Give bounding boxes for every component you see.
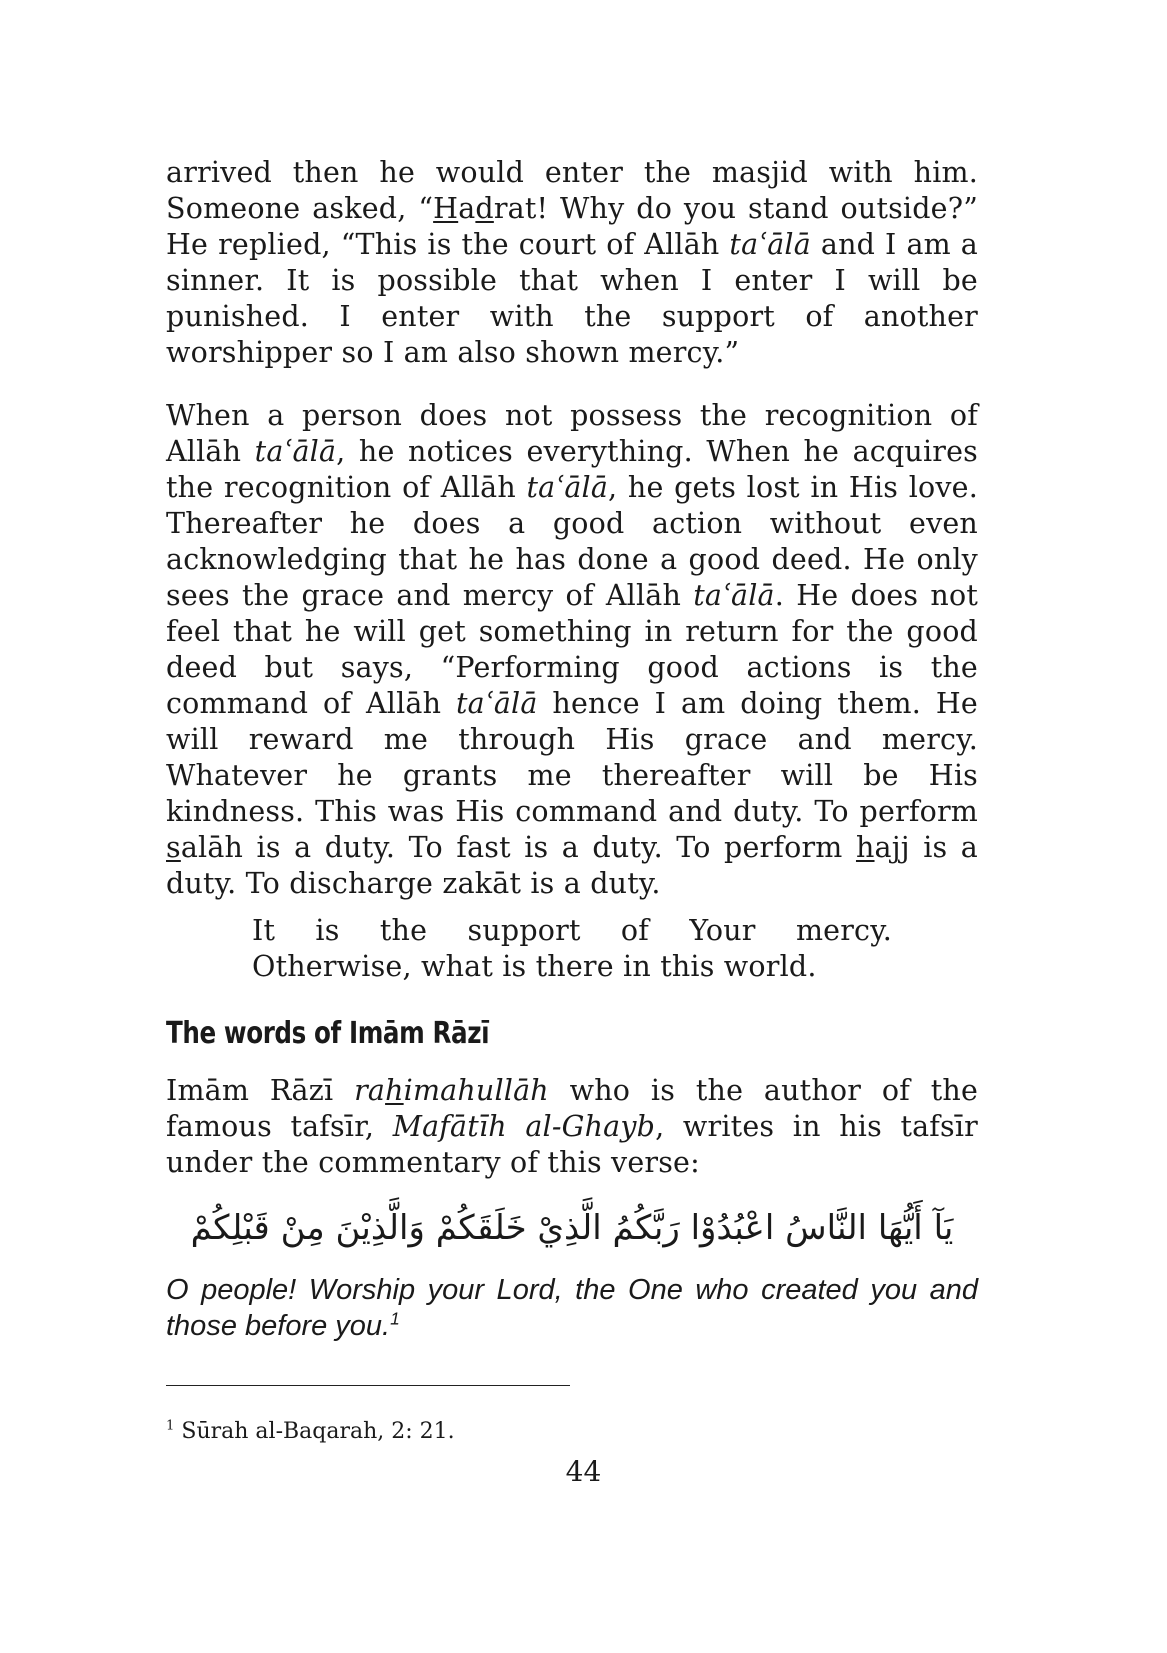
paragraph-imam-razi	[166, 1073, 978, 1181]
paragraph-text: Imām Rāzī	[166, 1074, 355, 1107]
italic-honorific: taʿālā	[526, 471, 609, 504]
paragraph-text: , writes in his tafsīr under the commentary of this verse:	[166, 1110, 979, 1179]
underlined-letter: h	[385, 1074, 404, 1107]
italic-honorific: taʿālā	[254, 435, 337, 468]
paragraph-text: . He does not feel that he will get something in return for the good deed but says, “Performing good actions is the command of Allāh	[166, 579, 978, 720]
paragraph-recognition	[166, 398, 978, 902]
paragraph-text: rat! Why do you stand outside?” He replied, “This is the court of Allāh	[166, 192, 978, 261]
italic-honorific: taʿālā	[693, 579, 775, 612]
paragraph-text: alāh is a duty. To fast is a duty. To perform	[180, 831, 856, 864]
paragraph-text: When a person does not possess the recognition of Allāh	[166, 399, 978, 468]
paragraph-text: , he notices everything. When he acquires the recognition of Allāh	[166, 435, 979, 504]
translation-text: O people! Worship your Lord, the One who created you and those before you.	[166, 1274, 978, 1342]
paragraph-text: who is the author of the famous tafsīr,	[166, 1074, 979, 1143]
footnote-number: 1	[166, 1418, 175, 1434]
italic-honorific: taʿālā	[729, 228, 811, 261]
arabic-quran-verse: يَآ أَيُّهَا النَّاسُ اعْبُدُوْا رَبَّكُمُ الَّذِيْ خَلَقَكُمْ وَالَّذِيْنَ مِنْ قَبْلِكُمْ	[190, 1208, 954, 1248]
paragraph-text: arrived then he would enter the masjid with him. Someone asked, “	[166, 156, 978, 225]
paragraph-text: ajj is a duty. To discharge zakāt is a duty.	[166, 831, 978, 900]
underlined-letter: d	[475, 192, 494, 225]
honorific-part: imahullāh	[403, 1074, 549, 1107]
honorific-part: ra	[354, 1074, 386, 1107]
paragraph-text: a	[458, 192, 476, 225]
book-title: Mafātīh al-Ghayb	[392, 1110, 656, 1143]
footnote-marker: 1	[390, 1308, 400, 1329]
footnote-text: Sūrah al-Baqarah, 2: 21.	[174, 1419, 455, 1444]
paragraph-text: , he gets lost in His love. Thereafter he does a good action without even acknowledging that he has done a good deed. He only sees the grace and mercy of Allāh	[166, 471, 978, 612]
section-heading: The words of Imām Rāzī	[166, 1016, 490, 1051]
underlined-letter: H	[433, 192, 459, 225]
footnote-divider	[166, 1385, 570, 1386]
paragraph-text: and I am a sinner. It is possible that when I enter I will be punished. I enter with the support of another worshipper so I am also shown mercy.”	[166, 228, 979, 369]
verse-line-1: It is the support of Your mercy.	[252, 914, 892, 947]
page-number: 44	[565, 1455, 602, 1488]
underlined-letter: s	[166, 831, 181, 864]
verse-translation	[166, 1272, 978, 1344]
verse-line-2: Otherwise, what is there in this world.	[252, 950, 817, 983]
paragraph-text: hence I am doing them. He will reward me through His grace and mercy. Whatever he grants me thereafter will be His kindness. This was His command and duty. To perform	[166, 687, 978, 828]
underlined-letter: h	[855, 831, 875, 864]
italic-honorific	[354, 1074, 549, 1107]
paragraph-continuation	[166, 155, 978, 371]
footnote	[166, 1419, 455, 1444]
italic-honorific: taʿālā	[456, 687, 538, 720]
